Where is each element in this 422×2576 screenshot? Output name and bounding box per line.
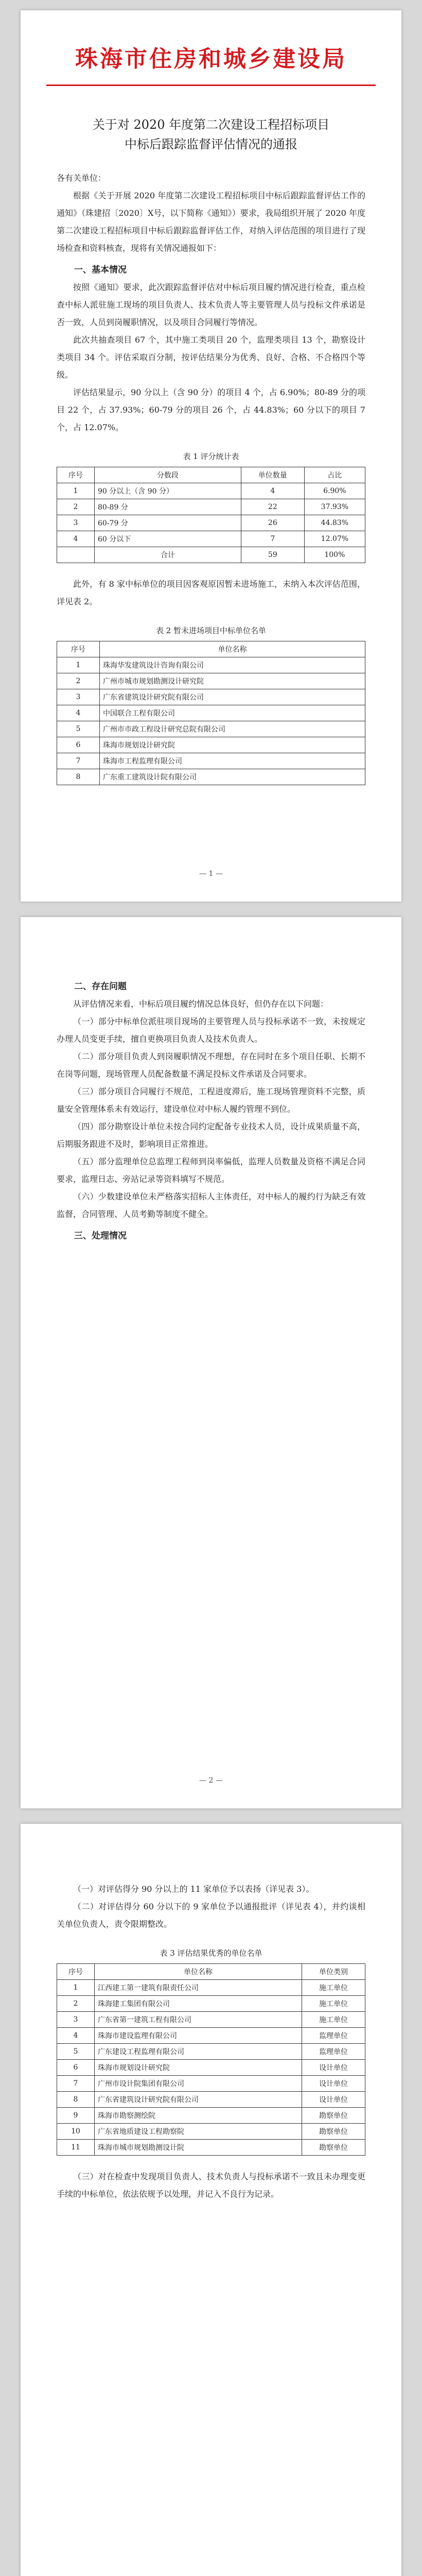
doc-title: [57, 115, 365, 154]
col-header: 单位名称: [95, 1964, 302, 1980]
cell: 6: [57, 2060, 95, 2076]
cell: 60 分以下: [95, 531, 241, 547]
cell: 2: [57, 499, 95, 515]
col-header: 单位名称: [100, 641, 365, 657]
cell: 广东重工建筑设计院有限公司: [100, 769, 365, 785]
table-row: [57, 737, 365, 753]
cell: 12.07%: [304, 531, 365, 547]
table-row: [57, 2092, 365, 2108]
table-row: [57, 689, 365, 705]
cell: 设计单位: [302, 2076, 365, 2092]
cell: 5: [57, 721, 100, 737]
org-letterhead: 珠海市住房和城乡建设局: [75, 46, 347, 72]
cell: 2: [57, 673, 100, 689]
table-1-caption: 表 1 评分统计表: [183, 452, 239, 461]
table-3-caption: 表 3 评估结果优秀的单位名单: [160, 1948, 262, 1958]
issue-1: （一）部分中标单位派驻项目现场的主要管理人员与投标承诺不一致，未按规定办理人员变更手续，擅自更换项目负责人及技术负责人。: [57, 1016, 365, 1044]
col-header: 分数段: [95, 467, 241, 483]
cell: 1: [57, 483, 95, 499]
issue-5: （五）部分监理单位总监理工程师到岗率偏低，监理人员数量及资格不满足合同要求，监理日志、旁站记录等资料填写不规范。: [57, 1157, 365, 1184]
cell: 6: [57, 737, 100, 753]
cell: 4: [241, 483, 304, 499]
cell: 珠海华发建筑设计咨询有限公司: [100, 657, 365, 673]
table-row: [57, 499, 365, 515]
cell: 珠海市建设监理有限公司: [95, 2028, 302, 2044]
cell: 37.93%: [304, 499, 365, 515]
issues-intro: 从评估情况来看，中标后项目履约情况总体良好，但仍存在以下问题：: [73, 999, 329, 1009]
table-row: [57, 1980, 365, 1996]
cell: 2: [57, 1996, 95, 2012]
table-row: [57, 2044, 365, 2060]
page-2: [21, 917, 401, 1808]
section-2-title: 二、存在问题: [74, 981, 127, 992]
cell: 1: [57, 657, 100, 673]
cell: 3: [57, 2012, 95, 2028]
table-row: [57, 2060, 365, 2076]
cell: 珠海市规划设计研究院: [95, 2060, 302, 2076]
cell: 江西建工第一建筑有限责任公司: [95, 1980, 302, 1996]
cell: 59: [241, 547, 304, 563]
cell: 80-89 分: [95, 499, 241, 515]
table-row: [57, 531, 365, 547]
cell: [57, 547, 95, 563]
cell: 8: [57, 769, 100, 785]
cell: 广东省地质建设工程勘察院: [95, 2124, 302, 2140]
cell: 60-79 分: [95, 515, 241, 531]
table-row: [57, 2108, 365, 2124]
cell: 监理单位: [302, 2044, 365, 2060]
cell: 施工单位: [302, 2012, 365, 2028]
cell: 10: [57, 2124, 95, 2140]
cell: 广州市市政工程设计研究总院有限公司: [100, 721, 365, 737]
col-header: 占比: [304, 467, 365, 483]
cell: 26: [241, 515, 304, 531]
table-row: [57, 2028, 365, 2044]
cell: 7: [57, 2076, 95, 2092]
section-3-title: 三、处理情况: [74, 1231, 127, 1241]
cell: 4: [57, 705, 100, 721]
results-paragraph: 评估结果显示，90 分以上（含 90 分）的项目 4 个，占 6.90%；80-89 分的项目 22 个，占 37.93%；60-79 分的项目 26 个，占 44.83%；60 分以下的项目 7 个，占 12.07%。: [57, 387, 365, 432]
table-header-row: [57, 641, 365, 657]
cell: 44.83%: [304, 515, 365, 531]
table-row: [57, 673, 365, 689]
table-row: [57, 2076, 365, 2092]
table-row: [57, 483, 365, 499]
handling-1: （一）对评估得分 90 分以上的 11 家单位予以表扬（详见表 3）。: [73, 1884, 314, 1894]
table-2-caption: 表 2 暂未进场项目中标单位名单: [155, 626, 267, 635]
page-3: [21, 1824, 401, 2576]
note-paragraph: 此外，有 8 家中标单位的项目因客观原因暂未进场施工，未纳入本次评估范围，详见表 2。: [57, 579, 365, 606]
table-row: [57, 705, 365, 721]
cell: 中国联合工程有限公司: [100, 705, 365, 721]
table-header-row: [57, 1964, 365, 1980]
cell: 珠海建工集团有限公司: [95, 1996, 302, 2012]
cell: 合计: [95, 547, 241, 563]
table-header-row: [57, 467, 365, 483]
page-number: — 1 —: [199, 870, 223, 878]
cell: 7: [241, 531, 304, 547]
table-total-row: [57, 547, 365, 563]
cell: 广东省建筑设计研究院有限公司: [100, 689, 365, 705]
cell: 珠海市城市规划勘测设计院: [95, 2140, 302, 2156]
cell: 1: [57, 1980, 95, 1996]
cell: 珠海市规划设计研究院: [100, 737, 365, 753]
cell: 珠海市工程监理有限公司: [100, 753, 365, 769]
cell: 设计单位: [302, 2092, 365, 2108]
table-row: [57, 515, 365, 531]
issue-6: （六）少数建设单位未严格落实招标人主体责任，对中标人的履约行为缺乏有效监督，合同管理、人员考勤等制度不健全。: [57, 1192, 365, 1219]
handling-3: （三）对在检查中发现项目负责人、技术负责人与投标承诺不一致且未办理变更手续的中标单位，依法依规予以处理，并记入不良行为记录。: [57, 2172, 365, 2199]
handling-2: （二）对评估得分 60 分以下的 9 家单位予以通报批评（详见表 4），并约谈相关单位负责人，责令限期整改。: [57, 1902, 365, 1929]
col-header: 单位类别: [302, 1964, 365, 1980]
cell: 监理单位: [302, 2028, 365, 2044]
cell: 22: [241, 499, 304, 515]
table-row: [57, 1996, 365, 2012]
cell: 9: [57, 2108, 95, 2124]
cell: 珠海市勘察测绘院: [95, 2108, 302, 2124]
doc-title-line2: 中标后跟踪监督评估情况的通报: [125, 137, 297, 151]
cell: 施工单位: [302, 1980, 365, 1996]
table-row: [57, 2124, 365, 2140]
issue-2: （二）部分项目负责人到岗履职情况不理想，存在同时在多个项目任职、长期不在岗等问题，现场管理人员配备数量不满足投标文件承诺及合同要求。: [57, 1052, 365, 1079]
page-1: [21, 10, 401, 902]
cell: 施工单位: [302, 1996, 365, 2012]
cell: 90 分以上（含 90 分）: [95, 483, 241, 499]
cell: 5: [57, 2044, 95, 2060]
cell: 3: [57, 515, 95, 531]
table-row: [57, 721, 365, 737]
section-1-title: 一、基本情况: [74, 265, 127, 275]
issue-4: （四）部分勘察设计单位未按合同约定配备专业技术人员，设计成果质量不高，后期服务跟进不及时，影响项目正常推进。: [57, 1122, 365, 1149]
greeting: 各有关单位：: [57, 173, 107, 183]
cell: 11: [57, 2140, 95, 2156]
cell: 设计单位: [302, 2060, 365, 2076]
intro-paragraph: 根据《关于开展 2020 年度第二次建设工程招标项目中标后跟踪监督评估工作的通知》（珠建招〔2020〕X号，以下简称《通知》）要求，我局组织开展了 2020 年度第二次建设工程招标项目中标后跟踪监督评估工作，对纳入评估范围的项目进行了现场检查和资料核查，现将有关情况通报如下：: [57, 191, 365, 253]
col-header: 序号: [57, 467, 95, 483]
cell: 勘察单位: [302, 2124, 365, 2140]
pending-units-table: [57, 641, 365, 785]
cell: 4: [57, 2028, 95, 2044]
col-header: 序号: [57, 1964, 95, 1980]
table-row: [57, 769, 365, 785]
sampling-paragraph: 此次共抽查项目 67 个，其中施工类项目 20 个，监理类项目 13 个，勘察设计类项目 34 个。评估采取百分制，按评估结果分为优秀、良好、合格、不合格四个等级。: [57, 335, 365, 380]
doc-title-line1: 关于对 2020 年度第二次建设工程招标项目: [92, 117, 330, 132]
page-number: — 2 —: [199, 1776, 223, 1785]
basic-info-paragraph: 按照《通知》要求，此次跟踪监督评估对中标后项目履约情况进行检查，重点检查中标人派驻施工现场的项目负责人、技术负责人等主要管理人员与投标文件承诺是否一致，人员到岗履职情况，以及项目合同履行等情况。: [57, 282, 365, 327]
table-row: [57, 753, 365, 769]
cell: 广州市设计院集团有限公司: [95, 2076, 302, 2092]
cell: 勘察单位: [302, 2140, 365, 2156]
table-row: [57, 2012, 365, 2028]
table-row: [57, 657, 365, 673]
cell: 广东建设工程监理有限公司: [95, 2044, 302, 2060]
cell: 4: [57, 531, 95, 547]
cell: 8: [57, 2092, 95, 2108]
col-header: 序号: [57, 641, 100, 657]
cell: 6.90%: [304, 483, 365, 499]
issue-3: （三）部分项目合同履行不规范，工程进度滞后，施工现场管理资料不完整，质量安全管理体系未有效运行，建设单位对中标人履约管理不到位。: [57, 1087, 365, 1114]
cell: 勘察单位: [302, 2108, 365, 2124]
col-header: 单位数量: [241, 467, 304, 483]
cell: 广东省建筑设计研究院有限公司: [95, 2092, 302, 2108]
excellent-units-table: [57, 1963, 365, 2156]
cell: 3: [57, 689, 100, 705]
red-divider: [46, 84, 376, 86]
cell: 7: [57, 753, 100, 769]
cell: 广州市城市规划勘测设计研究院: [100, 673, 365, 689]
score-table: [57, 467, 365, 563]
table-row: [57, 2140, 365, 2156]
cell: 广东省第一建筑工程有限公司: [95, 2012, 302, 2028]
cell: 100%: [304, 547, 365, 563]
